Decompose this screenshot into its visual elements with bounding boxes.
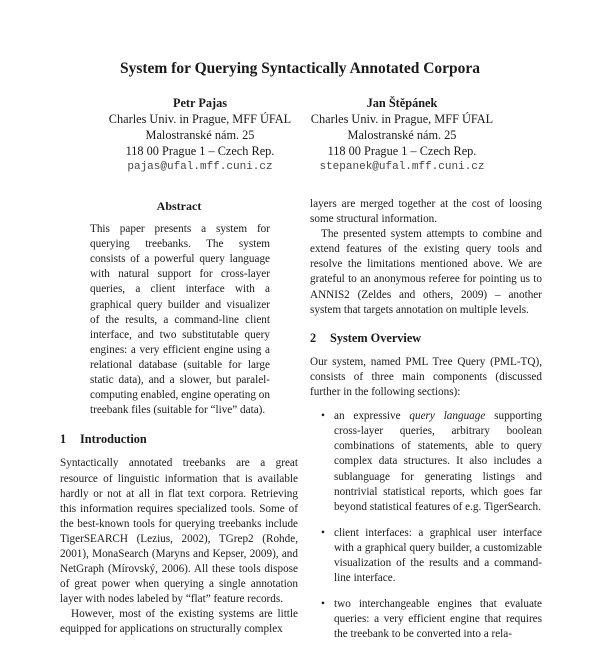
section-heading-introduction xyxy=(60,432,298,447)
author-block-2 xyxy=(292,95,512,175)
section-number: 1 xyxy=(60,432,67,447)
intro-paragraph-1: Syntactically annotated treebanks are a great resource of linguistic information that is available hardly or not at all in flat text corpora. Retrieving this information requires specialized tools. Some of the best-known tools for querying treebanks include TigerSEARCH (Lezius, 2002), TGrep2 (Rohde, 2001), MonaSearch (Maryns and Kepser, 2009), and NetGraph (Mírovský, 2006). All these tools dispose of great power when querying a single annotation layer with nodes labeled by “flat” feature records. xyxy=(60,457,298,606)
author-block-1 xyxy=(90,95,310,175)
bullet-text: an expressive xyxy=(334,410,410,423)
author-name: Jan Štěpánek xyxy=(366,96,438,110)
author-street: Malostranské nám. 25 xyxy=(145,128,255,142)
overview-intro: Our system, named PML Tree Query (PML-TQ), consists of three main components (discussed further in the following sections): xyxy=(310,355,542,399)
author-email: stepanek@ufal.mff.cuni.cz xyxy=(319,161,485,173)
left-column xyxy=(60,199,298,638)
section-title: Introduction xyxy=(80,432,147,447)
intro-paragraph-2: However, most of the existing systems are little equipped for applications on structurally complex xyxy=(60,608,298,636)
list-item xyxy=(334,526,542,586)
bullet-emphasis: query language xyxy=(409,410,486,423)
author-street: Malostranské nám. 25 xyxy=(347,128,457,142)
section-number: 2 xyxy=(310,330,317,345)
bullet-text: two interchangeable engines that evaluate queries: a very efficient engine that requires the treebank to be converted into a rela- xyxy=(334,598,542,641)
abstract-heading: Abstract xyxy=(156,199,202,213)
bullet-text: client interfaces: a graphical user interface with a graphical query builder, a customizable visualization of the results and a command-line interface. xyxy=(334,526,542,585)
author-affiliation: Charles Univ. in Prague, MFF ÚFAL xyxy=(108,112,292,126)
section-heading-system-overview xyxy=(310,331,542,346)
paper-title: System for Querying Syntactically Annotated Corpora xyxy=(119,60,481,77)
author-city: 118 00 Prague 1 – Czech Rep. xyxy=(125,144,275,158)
bullet-text: supporting cross-layer queries, arbitrary boolean combinations of statements, able to query complex data structures. It also includes a sublanguage for generating listings and nontrivial statistical reports, which goes far beyond statistical features of e.g. TigerSearch. xyxy=(334,410,542,513)
abstract-text: This paper presents a system for querying treebanks. The system consists of a powerful query language with natural support for cross-layer queries, a client interface with a graphical query builder and visualizer of the results, a command-line client interface, and two substitutable query engines: a very efficient engine using a relational database (suitable for large static data), and a slower, but paralel-computing enabled, engine operating on treebank files (suitable for “live” data). xyxy=(90,223,270,417)
section-title: System Overview xyxy=(330,330,422,345)
intro-paragraph-3: The presented system attempts to combine and extend features of the existing query tools and resolve the limitations mentioned above. We are grateful to an anonymous referee for pointing us to ANNIS2 (Zeldes and others, 2009) – another system that targets annotation on multiple levels. xyxy=(310,228,542,316)
author-city: 118 00 Prague 1 – Czech Rep. xyxy=(327,144,477,158)
intro-continuation: layers are merged together at the cost of loosing some structural information. xyxy=(310,198,542,226)
author-name: Petr Pajas xyxy=(172,96,228,110)
list-item xyxy=(334,597,542,642)
right-column xyxy=(310,197,542,653)
list-item xyxy=(334,409,542,515)
component-list xyxy=(310,409,542,642)
author-email: pajas@ufal.mff.cuni.cz xyxy=(127,161,273,173)
author-affiliation: Charles Univ. in Prague, MFF ÚFAL xyxy=(310,112,494,126)
